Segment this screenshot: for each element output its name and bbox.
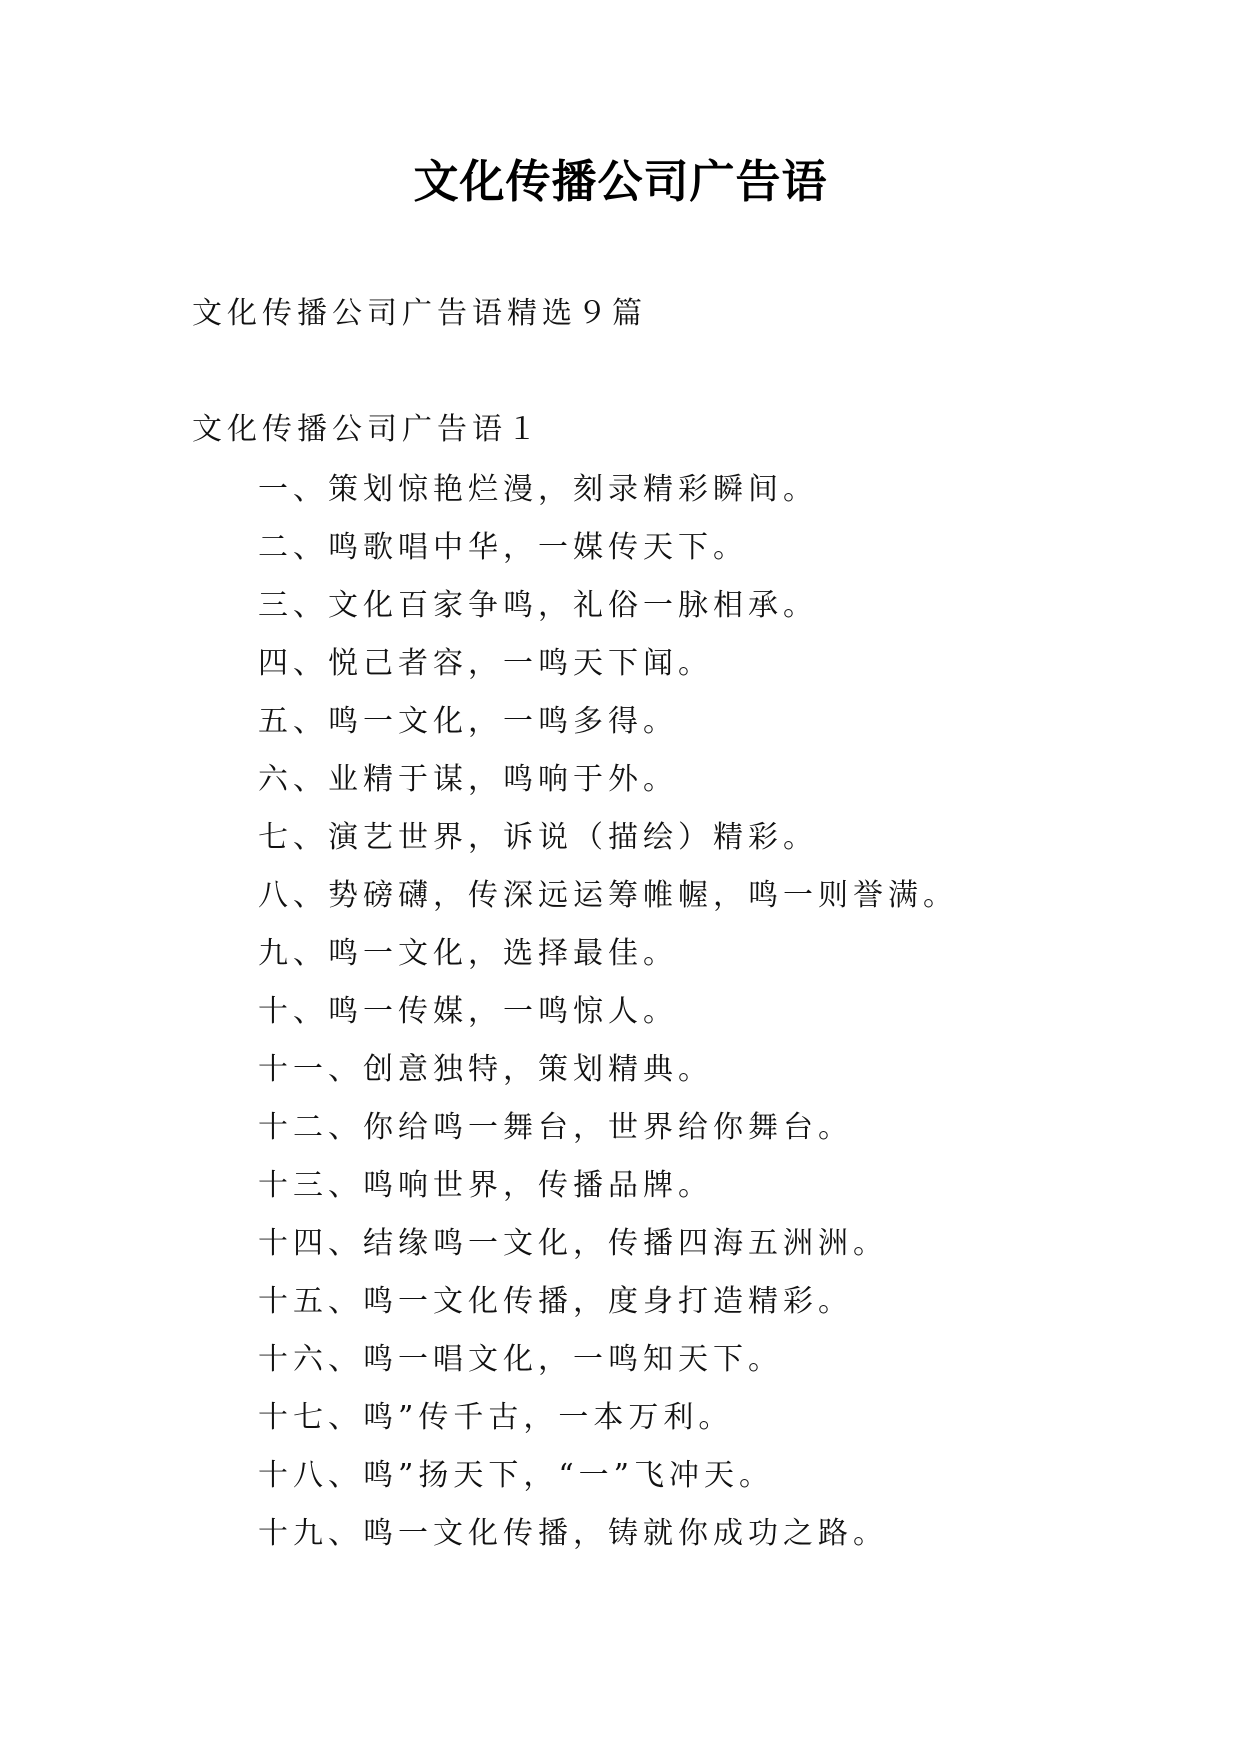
slogan-item: 三、文化百家争鸣，礼俗一脉相承。: [258, 588, 818, 623]
slogan-list: [258, 468, 958, 1570]
slogan-item: 十八、鸣”扬天下，“一”飞冲天。: [258, 1458, 775, 1493]
slogan-item: 十六、鸣一唱文化，一鸣知天下。: [258, 1342, 783, 1377]
slogan-item: 十五、鸣一文化传播，度身打造精彩。: [258, 1284, 853, 1319]
slogan-item: 十、鸣一传媒，一鸣惊人。: [258, 994, 678, 1029]
slogan-item: 六、业精于谋，鸣响于外。: [258, 762, 678, 797]
slogan-item: 九、鸣一文化，选择最佳。: [258, 936, 678, 971]
section-heading: 文化传播公司广告语１: [192, 412, 542, 447]
slogan-item: 四、悦己者容，一鸣天下闻。: [258, 646, 713, 681]
slogan-item: 七、演艺世界，诉说（描绘）精彩。: [258, 820, 818, 855]
slogan-item: 二、鸣歌唱中华，一媒传天下。: [258, 530, 748, 565]
slogan-item: 十三、鸣响世界，传播品牌。: [258, 1168, 713, 1203]
slogan-item: 十九、鸣一文化传播，铸就你成功之路。: [258, 1516, 888, 1551]
slogan-item: 八、势磅礴，传深远运筹帷幄，鸣一则誉满。: [258, 878, 958, 913]
slogan-item: 五、鸣一文化，一鸣多得。: [258, 704, 678, 739]
slogan-item: 十七、鸣”传千古，一本万利。: [258, 1400, 734, 1435]
document-title: 文化传播公司广告语: [413, 155, 828, 208]
slogan-item: 一、策划惊艳烂漫，刻录精彩瞬间。: [258, 472, 818, 507]
slogan-item: 十一、创意独特，策划精典。: [258, 1052, 713, 1087]
slogan-item: 十四、结缘鸣一文化，传播四海五洲洲。: [258, 1226, 888, 1261]
document-subtitle: 文化传播公司广告语精选９篇: [192, 296, 647, 331]
slogan-item: 十二、你给鸣一舞台，世界给你舞台。: [258, 1110, 853, 1145]
